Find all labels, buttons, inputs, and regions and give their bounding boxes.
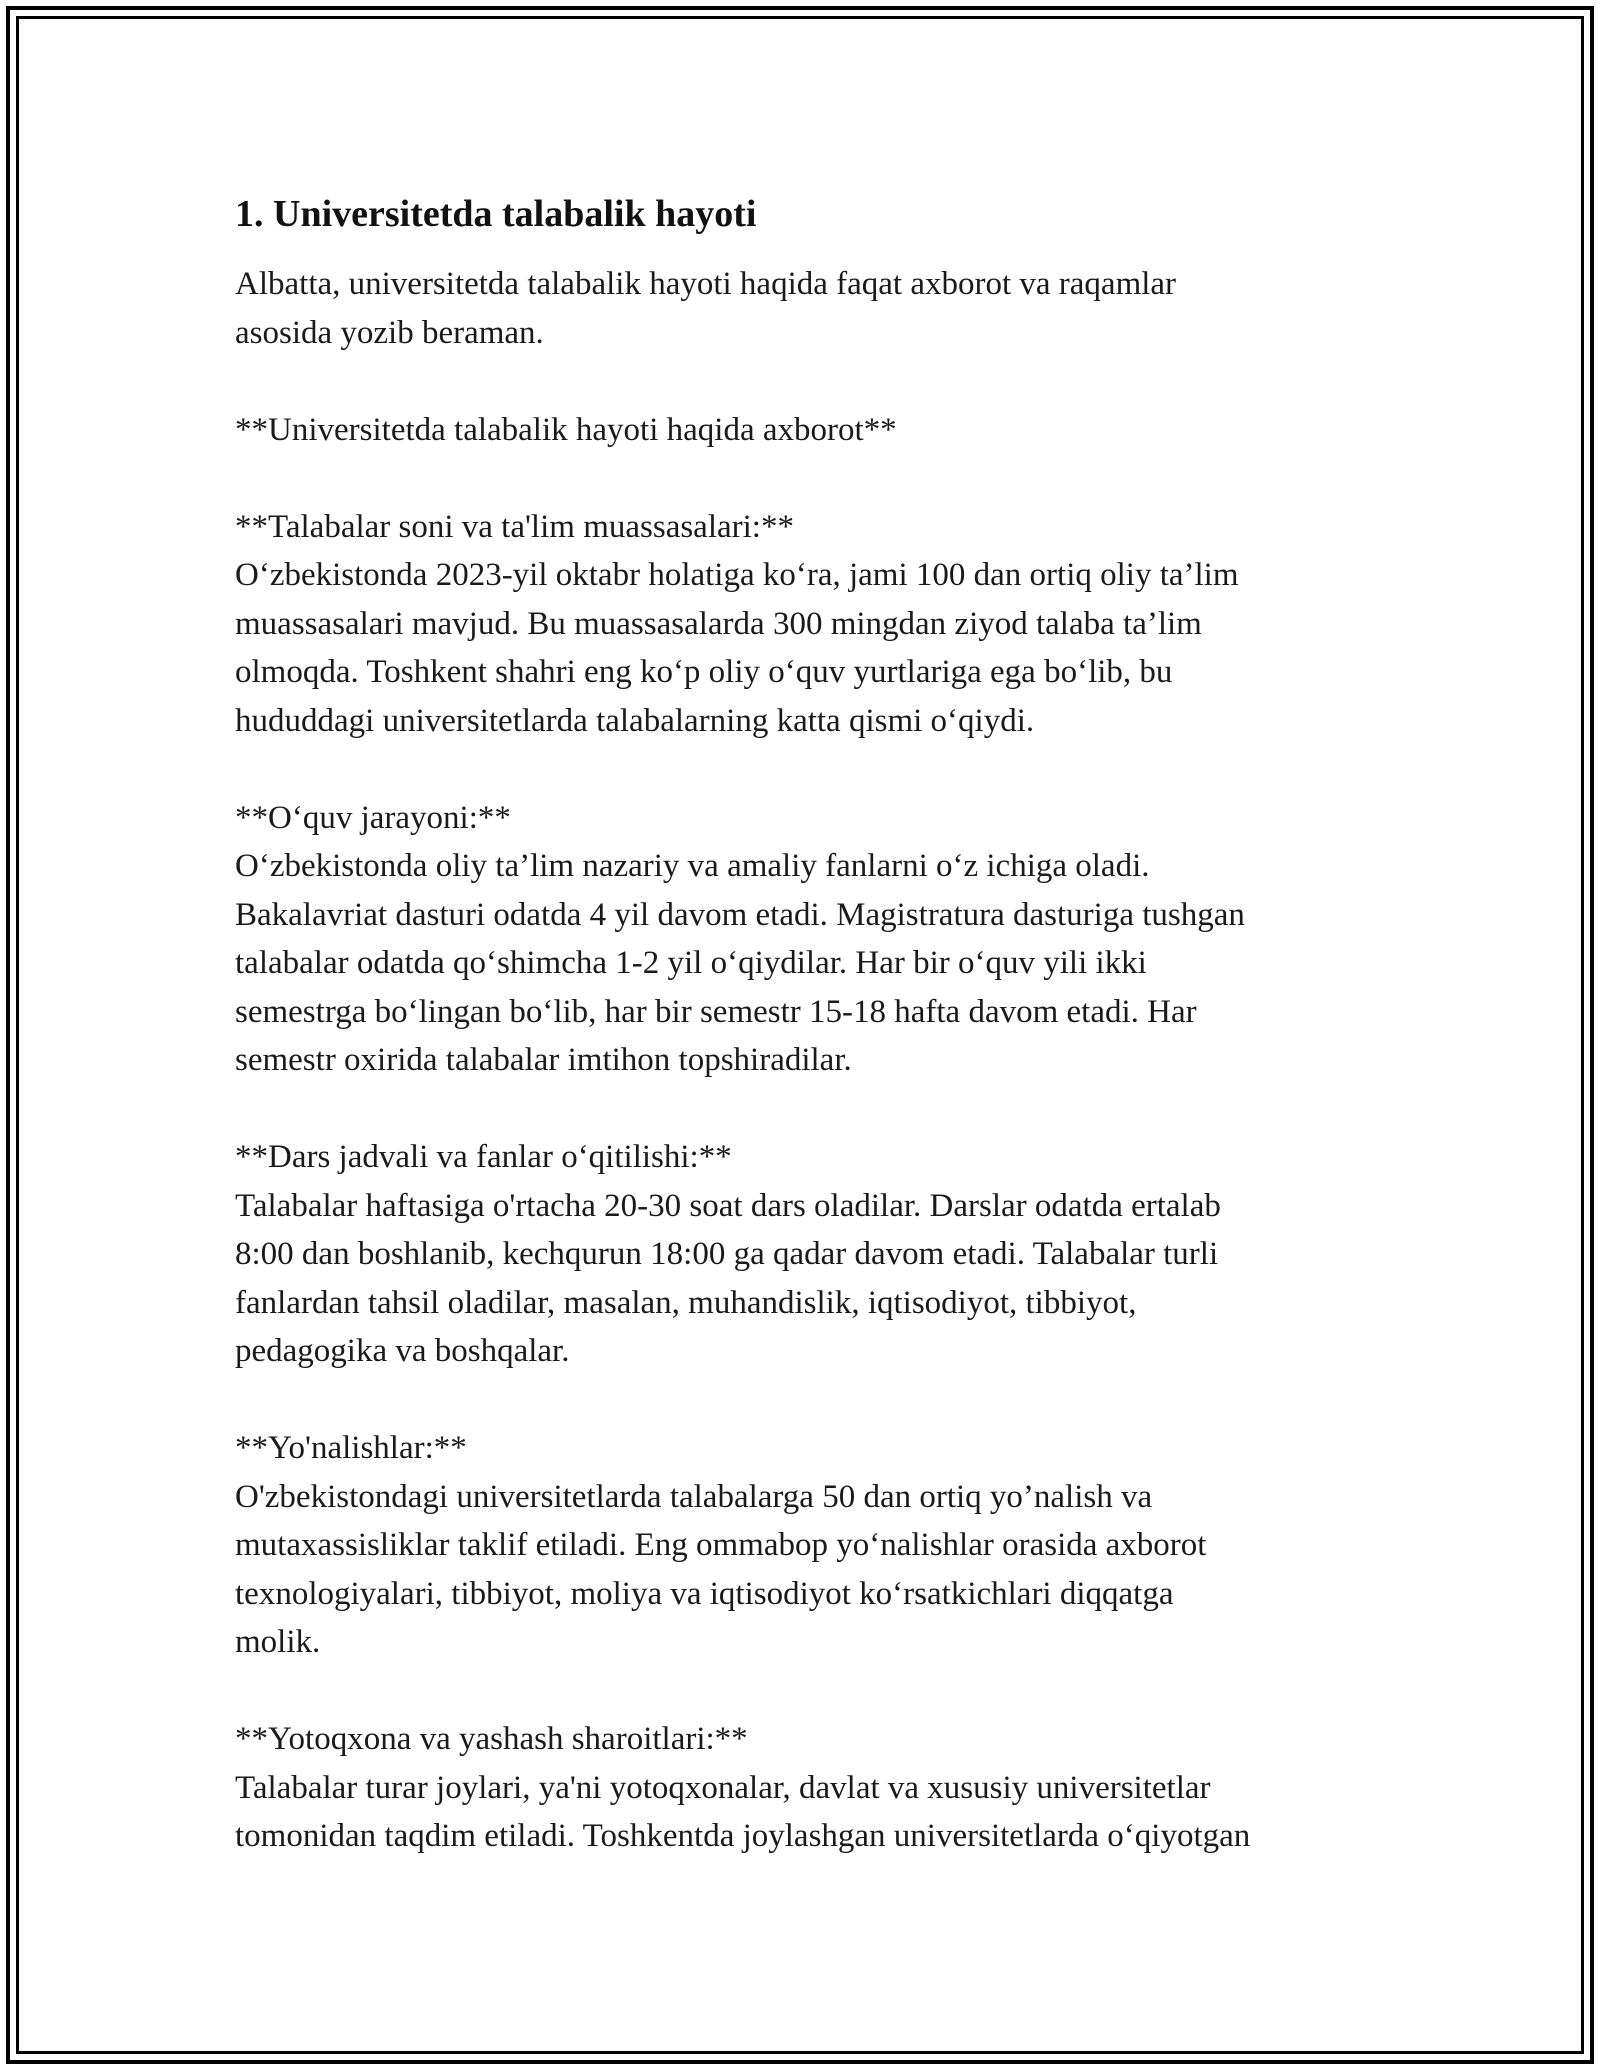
text-line: semestrga bo‘lingan bo‘lib, har bir semestr 15-18 hafta davom etadi. Har — [235, 993, 1197, 1030]
section-heading: **Yotoqxona va yashash sharoitlari:** — [235, 1721, 748, 1757]
paragraph-gap — [235, 1085, 1395, 1134]
paragraph-gap — [235, 454, 1395, 503]
text-line: hududdagi universitetlarda talabalarning katta qismi o‘qiydi. — [235, 702, 1035, 739]
text-line: Albatta, universitetda talabalik hayoti haqida faqat axborot va raqamlar — [235, 266, 1177, 302]
paragraph-gap — [235, 357, 1395, 406]
text-line: muassasalari mavjud. Bu muassasalarda 300 mingdan ziyod talaba ta’lim — [235, 605, 1202, 642]
text-line: molik. — [235, 1624, 321, 1660]
paragraph-intro — [235, 260, 1395, 357]
text-line: O‘zbekistonda 2023-yil oktabr holatiga ko‘ra, jami 100 dan ortiq oliy ta’lim — [235, 557, 1239, 593]
text-line: tomonidan taqdim etiladi. Toshkentda joylashgan universitetlarda o‘qiyotgan — [235, 1818, 1251, 1854]
text-line: pedagogika va boshqalar. — [235, 1333, 570, 1369]
text-line: olmoqda. Toshkent shahri eng ko‘p oliy o‘quv yurtlariga ega bo‘lib, bu — [235, 654, 1173, 690]
paragraph-gap — [235, 745, 1395, 794]
text-line: fanlardan tahsil oladilar, masalan, muhandislik, iqtisodiyot, tibbiyot, — [235, 1284, 1137, 1321]
text-line: 8:00 dan boshlanib, kechqurun 18:00 ga qadar davom etadi. Talabalar turli — [235, 1236, 1219, 1272]
text-line: asosida yozib beraman. — [235, 314, 544, 351]
paragraph-gap — [235, 1667, 1395, 1716]
text-line: Talabalar turar joylari, ya'ni yotoqxonalar, davlat va xususiy universitetlar — [235, 1769, 1211, 1806]
text-line: semestr oxirida talabalar imtihon topshiradilar. — [235, 1042, 852, 1078]
text-line: Bakalavriat dasturi odatda 4 yil davom etadi. Magistratura dasturiga tushgan — [235, 896, 1245, 933]
section-dormitory — [235, 1715, 1395, 1861]
paragraph-subheading — [235, 406, 1395, 455]
text-line: O'zbekistondagi universitetlarda talabalarga 50 dan ortiq yo’nalish va — [235, 1478, 1153, 1515]
section-heading: **Yo'nalishlar:** — [235, 1430, 467, 1466]
text-line: Talabalar haftasiga o'rtacha 20-30 soat dars oladilar. Darslar odatda ertalab — [235, 1187, 1221, 1224]
section-schedule — [235, 1133, 1395, 1376]
text-line: O‘zbekistonda oliy ta’lim nazariy va amaliy fanlarni o‘z ichiga oladi. — [235, 848, 1150, 884]
text-line: **Universitetda talabalik hayoti haqida axborot** — [235, 411, 897, 448]
paragraph-gap — [235, 1376, 1395, 1425]
text-line: texnologiyalari, tibbiyot, moliya va iqtisodiyot ko‘rsatkichlari diqqatga — [235, 1575, 1174, 1612]
section-heading: **Dars jadvali va fanlar o‘qitilishi:** — [235, 1139, 732, 1175]
section-study-process — [235, 794, 1395, 1085]
text-line: mutaxassisliklar taklif etiladi. Eng ommabop yo‘nalishlar orasida axborot — [235, 1527, 1207, 1563]
document-body — [235, 190, 1395, 1861]
document-title: 1. Universitetda talabalik hayoti — [235, 193, 757, 235]
section-majors — [235, 1424, 1395, 1667]
section-heading: **O‘quv jarayoni:** — [235, 799, 511, 836]
section-student-count — [235, 503, 1395, 746]
text-line: talabalar odatda qo‘shimcha 1-2 yil o‘qiydilar. Har bir o‘quv yili ikki — [235, 945, 1147, 981]
section-heading: **Talabalar soni va ta'lim muassasalari:** — [235, 508, 794, 545]
